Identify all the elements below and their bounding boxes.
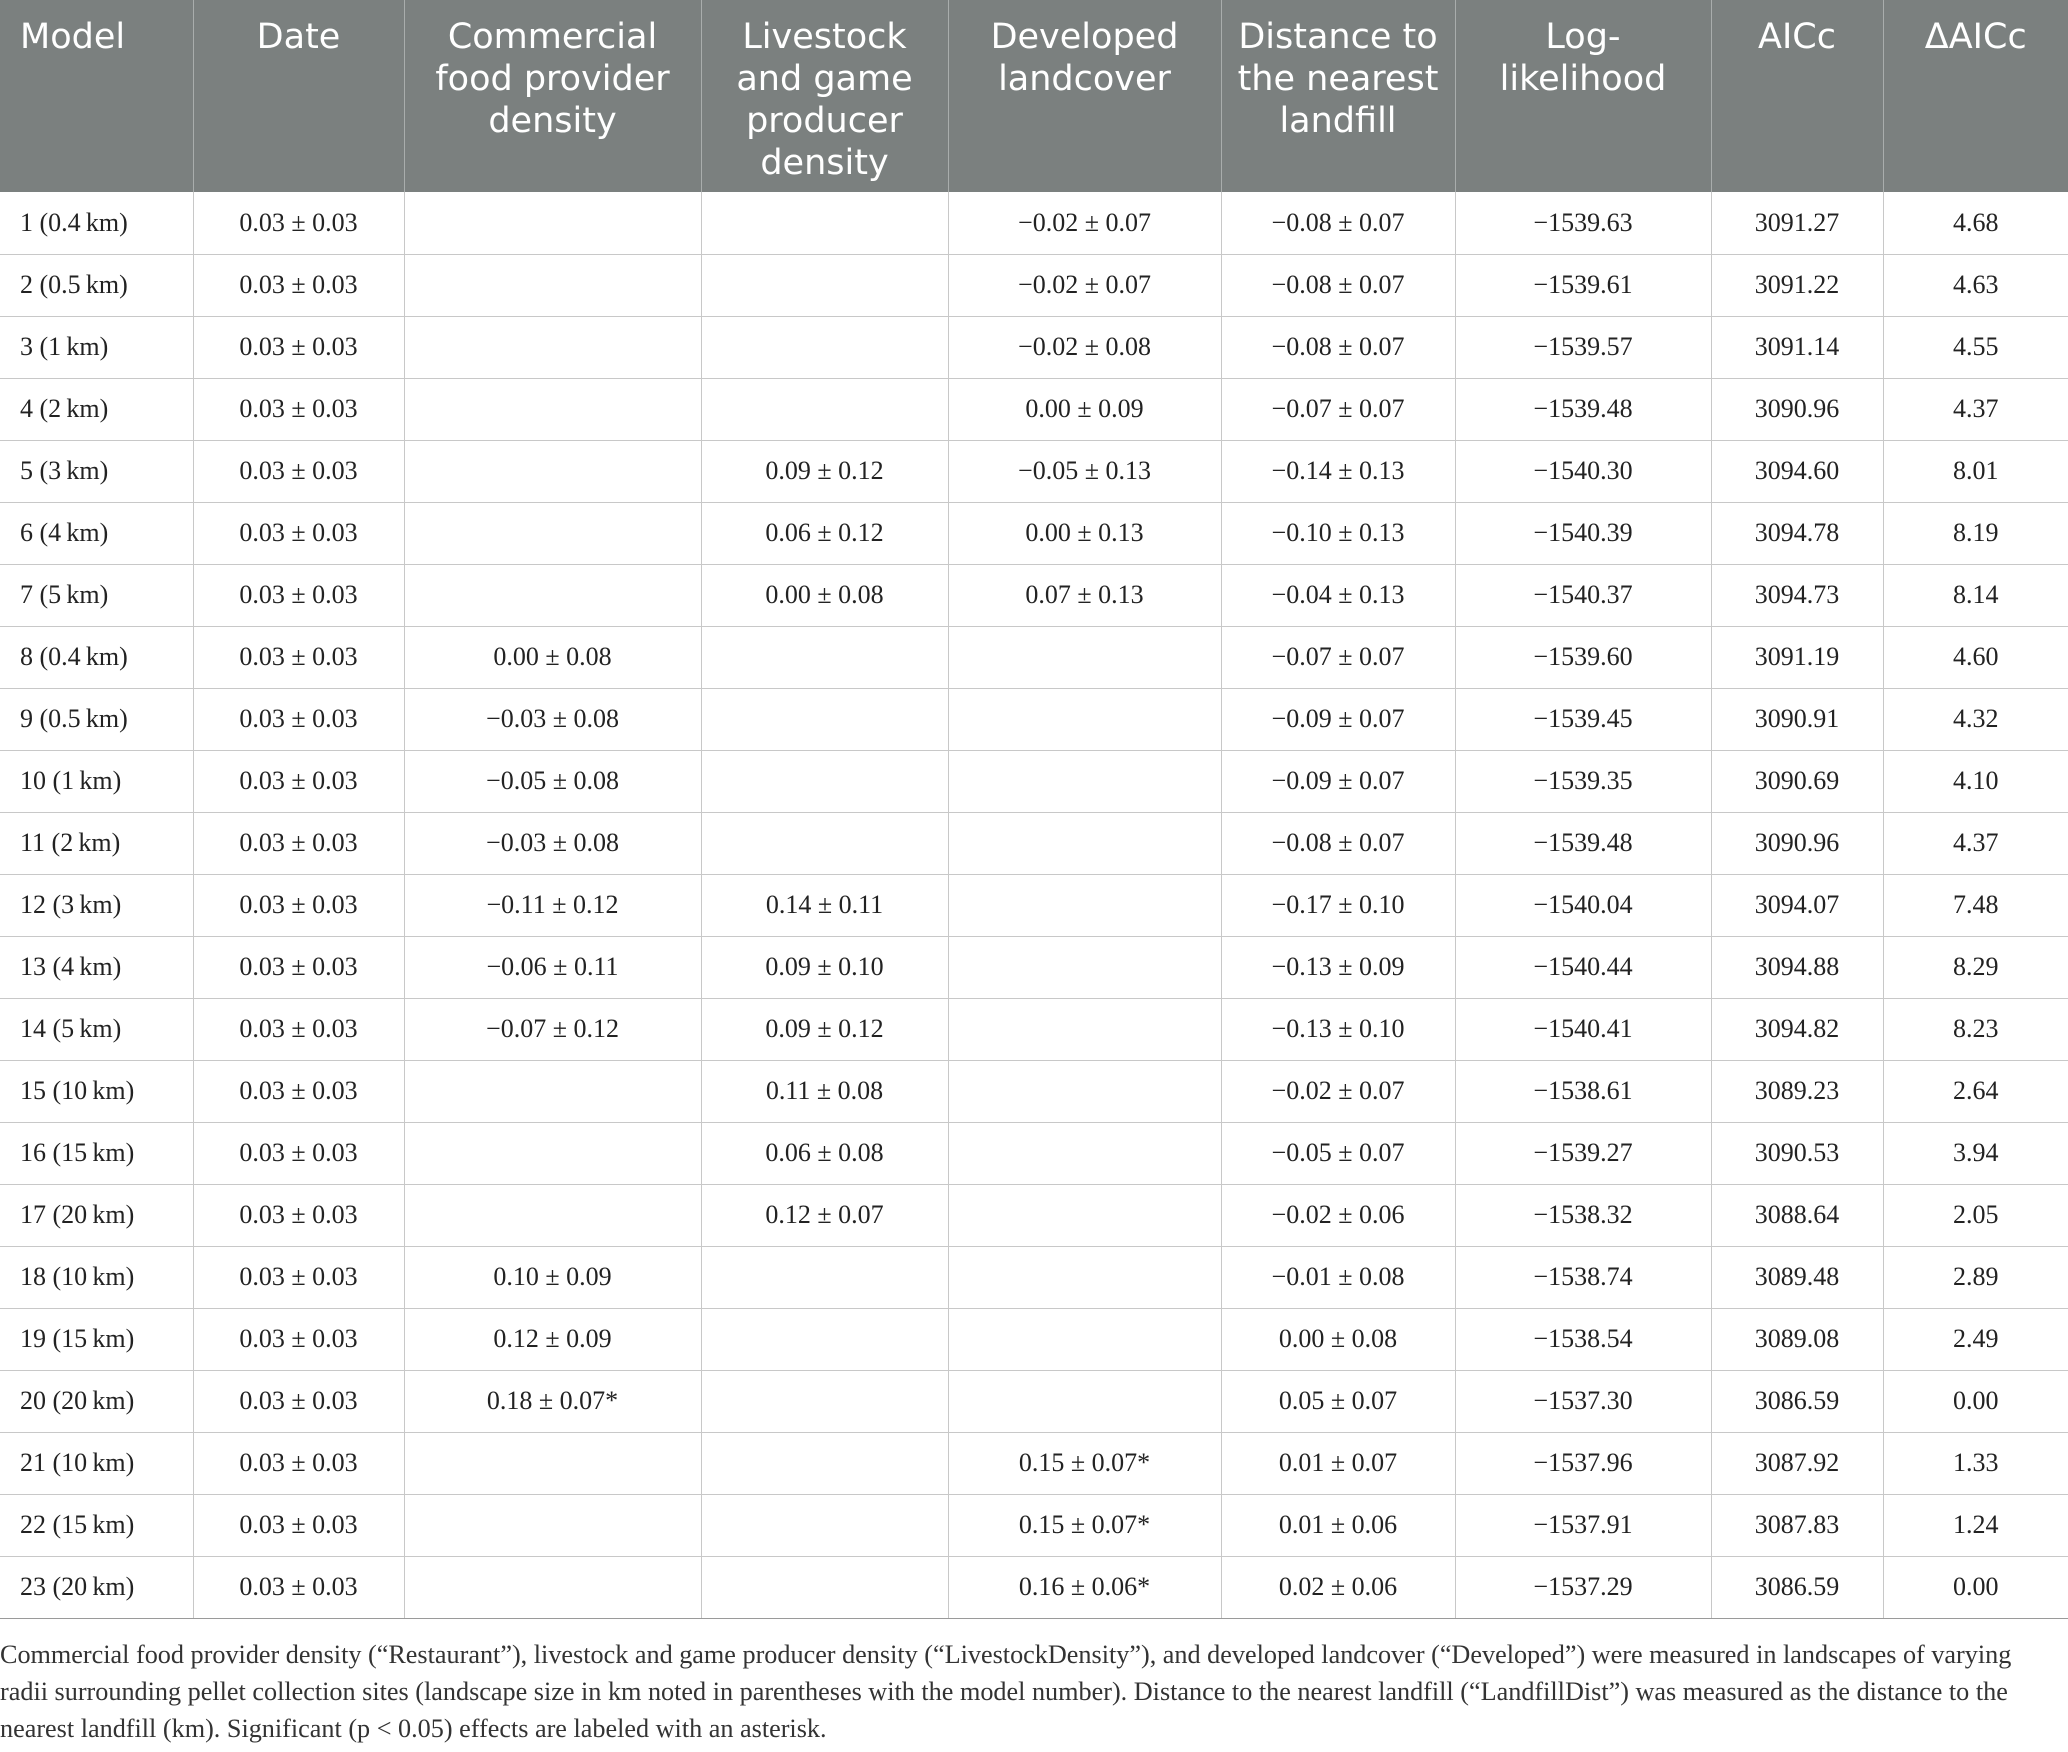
cell-developed xyxy=(948,1370,1221,1432)
cell-commercial xyxy=(404,1060,701,1122)
cell-daicc: 1.24 xyxy=(1883,1494,2068,1556)
table-row xyxy=(0,316,2068,378)
cell-commercial: −0.11 ± 0.12 xyxy=(404,874,701,936)
cell-loglik: −1537.30 xyxy=(1455,1370,1711,1432)
cell-daicc: 8.23 xyxy=(1883,998,2068,1060)
cell-loglik: −1539.27 xyxy=(1455,1122,1711,1184)
cell-aicc: 3089.08 xyxy=(1711,1308,1883,1370)
cell-distance: −0.08 ± 0.07 xyxy=(1221,812,1455,874)
cell-developed: 0.00 ± 0.13 xyxy=(948,502,1221,564)
cell-model: 20 (20 km) xyxy=(0,1370,193,1432)
cell-commercial: −0.05 ± 0.08 xyxy=(404,750,701,812)
cell-daicc: 0.00 xyxy=(1883,1556,2068,1618)
cell-model: 3 (1 km) xyxy=(0,316,193,378)
cell-aicc: 3094.88 xyxy=(1711,936,1883,998)
cell-loglik: −1540.37 xyxy=(1455,564,1711,626)
table-row xyxy=(0,1494,2068,1556)
cell-daicc: 1.33 xyxy=(1883,1432,2068,1494)
cell-model: 10 (1 km) xyxy=(0,750,193,812)
cell-distance: −0.04 ± 0.13 xyxy=(1221,564,1455,626)
cell-date: 0.03 ± 0.03 xyxy=(193,1184,404,1246)
cell-date: 0.03 ± 0.03 xyxy=(193,936,404,998)
cell-distance: −0.02 ± 0.07 xyxy=(1221,1060,1455,1122)
cell-aicc: 3094.07 xyxy=(1711,874,1883,936)
cell-livestock: 0.06 ± 0.12 xyxy=(701,502,948,564)
footnote-text: Commercial food provider density (“Restaurant”), livestock and game producer density (“LivestockDensity”), and developed landcover (“Developed”) were measured in landscapes of varying radii surrounding pellet collection sites (landscape size in km noted in parentheses with the model number). Distance to the nearest landfill (“LandfillDist”) was measured as the distance to the nearest landfill (km). Significant (p < 0.05) effects are labeled with an asterisk. xyxy=(0,1640,2012,1743)
cell-date: 0.03 ± 0.03 xyxy=(193,378,404,440)
cell-commercial: 0.10 ± 0.09 xyxy=(404,1246,701,1308)
cell-aicc: 3089.48 xyxy=(1711,1246,1883,1308)
cell-daicc: 4.63 xyxy=(1883,254,2068,316)
cell-loglik: −1537.96 xyxy=(1455,1432,1711,1494)
cell-distance: −0.10 ± 0.13 xyxy=(1221,502,1455,564)
table-row xyxy=(0,440,2068,502)
cell-model: 12 (3 km) xyxy=(0,874,193,936)
cell-commercial xyxy=(404,378,701,440)
cell-model: 17 (20 km) xyxy=(0,1184,193,1246)
cell-distance: −0.05 ± 0.07 xyxy=(1221,1122,1455,1184)
cell-loglik: −1539.35 xyxy=(1455,750,1711,812)
cell-daicc: 2.89 xyxy=(1883,1246,2068,1308)
cell-date: 0.03 ± 0.03 xyxy=(193,564,404,626)
table-row xyxy=(0,750,2068,812)
cell-livestock: 0.14 ± 0.11 xyxy=(701,874,948,936)
cell-livestock: 0.06 ± 0.08 xyxy=(701,1122,948,1184)
cell-commercial xyxy=(404,1184,701,1246)
cell-developed: −0.02 ± 0.08 xyxy=(948,316,1221,378)
table-row xyxy=(0,998,2068,1060)
cell-aicc: 3090.53 xyxy=(1711,1122,1883,1184)
cell-date: 0.03 ± 0.03 xyxy=(193,1246,404,1308)
cell-commercial: 0.18 ± 0.07* xyxy=(404,1370,701,1432)
cell-daicc: 2.05 xyxy=(1883,1184,2068,1246)
cell-daicc: 2.49 xyxy=(1883,1308,2068,1370)
cell-daicc: 8.01 xyxy=(1883,440,2068,502)
cell-daicc: 3.94 xyxy=(1883,1122,2068,1184)
cell-distance: −0.02 ± 0.06 xyxy=(1221,1184,1455,1246)
cell-date: 0.03 ± 0.03 xyxy=(193,1432,404,1494)
cell-date: 0.03 ± 0.03 xyxy=(193,688,404,750)
cell-developed: 0.00 ± 0.09 xyxy=(948,378,1221,440)
table-row xyxy=(0,1246,2068,1308)
cell-commercial: 0.12 ± 0.09 xyxy=(404,1308,701,1370)
cell-loglik: −1538.54 xyxy=(1455,1308,1711,1370)
cell-daicc: 8.14 xyxy=(1883,564,2068,626)
table-row xyxy=(0,1122,2068,1184)
cell-livestock: 0.12 ± 0.07 xyxy=(701,1184,948,1246)
header-loglik: Log-likelihood xyxy=(1455,0,1711,192)
cell-livestock xyxy=(701,688,948,750)
cell-loglik: −1539.63 xyxy=(1455,192,1711,254)
cell-developed xyxy=(948,1184,1221,1246)
cell-model: 7 (5 km) xyxy=(0,564,193,626)
cell-distance: −0.08 ± 0.07 xyxy=(1221,192,1455,254)
cell-developed xyxy=(948,688,1221,750)
cell-livestock xyxy=(701,812,948,874)
cell-commercial: −0.07 ± 0.12 xyxy=(404,998,701,1060)
cell-loglik: −1537.91 xyxy=(1455,1494,1711,1556)
cell-livestock xyxy=(701,192,948,254)
cell-livestock xyxy=(701,1556,948,1618)
cell-livestock xyxy=(701,1308,948,1370)
cell-daicc: 4.60 xyxy=(1883,626,2068,688)
cell-commercial: −0.03 ± 0.08 xyxy=(404,812,701,874)
table-row xyxy=(0,874,2068,936)
table-row xyxy=(0,254,2068,316)
cell-distance: −0.09 ± 0.07 xyxy=(1221,688,1455,750)
cell-distance: 0.01 ± 0.07 xyxy=(1221,1432,1455,1494)
cell-date: 0.03 ± 0.03 xyxy=(193,1060,404,1122)
cell-date: 0.03 ± 0.03 xyxy=(193,502,404,564)
table-body xyxy=(0,192,2068,1618)
cell-model: 9 (0.5 km) xyxy=(0,688,193,750)
cell-aicc: 3089.23 xyxy=(1711,1060,1883,1122)
cell-date: 0.03 ± 0.03 xyxy=(193,998,404,1060)
cell-date: 0.03 ± 0.03 xyxy=(193,192,404,254)
cell-aicc: 3088.64 xyxy=(1711,1184,1883,1246)
cell-commercial xyxy=(404,1432,701,1494)
table-row xyxy=(0,1060,2068,1122)
cell-aicc: 3090.96 xyxy=(1711,378,1883,440)
cell-aicc: 3086.59 xyxy=(1711,1370,1883,1432)
cell-developed xyxy=(948,750,1221,812)
cell-distance: −0.14 ± 0.13 xyxy=(1221,440,1455,502)
cell-loglik: −1537.29 xyxy=(1455,1556,1711,1618)
cell-distance: 0.02 ± 0.06 xyxy=(1221,1556,1455,1618)
cell-developed xyxy=(948,1122,1221,1184)
cell-loglik: −1540.04 xyxy=(1455,874,1711,936)
cell-distance: 0.05 ± 0.07 xyxy=(1221,1370,1455,1432)
cell-commercial xyxy=(404,1122,701,1184)
table-row xyxy=(0,1432,2068,1494)
cell-loglik: −1538.74 xyxy=(1455,1246,1711,1308)
cell-distance: −0.08 ± 0.07 xyxy=(1221,254,1455,316)
cell-livestock xyxy=(701,750,948,812)
cell-model: 2 (0.5 km) xyxy=(0,254,193,316)
cell-model: 14 (5 km) xyxy=(0,998,193,1060)
cell-loglik: −1540.30 xyxy=(1455,440,1711,502)
cell-livestock xyxy=(701,1494,948,1556)
cell-developed xyxy=(948,936,1221,998)
cell-livestock xyxy=(701,254,948,316)
cell-model: 21 (10 km) xyxy=(0,1432,193,1494)
cell-livestock xyxy=(701,1432,948,1494)
cell-loglik: −1539.48 xyxy=(1455,378,1711,440)
cell-model: 5 (3 km) xyxy=(0,440,193,502)
header-developed: Developed landcover xyxy=(948,0,1221,192)
table-row xyxy=(0,688,2068,750)
cell-distance: −0.13 ± 0.10 xyxy=(1221,998,1455,1060)
cell-distance: −0.17 ± 0.10 xyxy=(1221,874,1455,936)
cell-daicc: 8.19 xyxy=(1883,502,2068,564)
cell-developed: −0.02 ± 0.07 xyxy=(948,254,1221,316)
cell-daicc: 0.00 xyxy=(1883,1370,2068,1432)
cell-model: 11 (2 km) xyxy=(0,812,193,874)
cell-aicc: 3086.59 xyxy=(1711,1556,1883,1618)
table-row xyxy=(0,1184,2068,1246)
cell-loglik: −1540.44 xyxy=(1455,936,1711,998)
cell-model: 18 (10 km) xyxy=(0,1246,193,1308)
cell-model: 6 (4 km) xyxy=(0,502,193,564)
cell-developed xyxy=(948,998,1221,1060)
cell-daicc: 4.10 xyxy=(1883,750,2068,812)
cell-model: 19 (15 km) xyxy=(0,1308,193,1370)
cell-date: 0.03 ± 0.03 xyxy=(193,812,404,874)
cell-livestock xyxy=(701,1246,948,1308)
cell-developed: −0.05 ± 0.13 xyxy=(948,440,1221,502)
cell-distance: −0.13 ± 0.09 xyxy=(1221,936,1455,998)
cell-aicc: 3090.69 xyxy=(1711,750,1883,812)
cell-date: 0.03 ± 0.03 xyxy=(193,626,404,688)
cell-aicc: 3094.78 xyxy=(1711,502,1883,564)
header-distance: Distance to the nearest landfill xyxy=(1221,0,1455,192)
cell-loglik: −1538.32 xyxy=(1455,1184,1711,1246)
cell-date: 0.03 ± 0.03 xyxy=(193,1370,404,1432)
cell-livestock: 0.09 ± 0.10 xyxy=(701,936,948,998)
cell-model: 8 (0.4 km) xyxy=(0,626,193,688)
cell-distance: −0.08 ± 0.07 xyxy=(1221,316,1455,378)
table-row xyxy=(0,564,2068,626)
cell-commercial xyxy=(404,1556,701,1618)
cell-aicc: 3090.91 xyxy=(1711,688,1883,750)
cell-developed xyxy=(948,1246,1221,1308)
cell-daicc: 4.37 xyxy=(1883,812,2068,874)
cell-aicc: 3091.22 xyxy=(1711,254,1883,316)
cell-aicc: 3094.60 xyxy=(1711,440,1883,502)
cell-livestock: 0.09 ± 0.12 xyxy=(701,998,948,1060)
table-row xyxy=(0,1370,2068,1432)
cell-daicc: 4.55 xyxy=(1883,316,2068,378)
cell-date: 0.03 ± 0.03 xyxy=(193,874,404,936)
cell-developed xyxy=(948,874,1221,936)
cell-aicc: 3091.27 xyxy=(1711,192,1883,254)
header-daicc: ΔAICc xyxy=(1883,0,2068,192)
cell-commercial xyxy=(404,1494,701,1556)
cell-commercial: −0.06 ± 0.11 xyxy=(404,936,701,998)
cell-distance: 0.01 ± 0.06 xyxy=(1221,1494,1455,1556)
cell-livestock: 0.11 ± 0.08 xyxy=(701,1060,948,1122)
cell-aicc: 3090.96 xyxy=(1711,812,1883,874)
cell-loglik: −1539.48 xyxy=(1455,812,1711,874)
cell-model: 15 (10 km) xyxy=(0,1060,193,1122)
cell-developed xyxy=(948,626,1221,688)
cell-livestock xyxy=(701,316,948,378)
cell-daicc: 4.68 xyxy=(1883,192,2068,254)
cell-date: 0.03 ± 0.03 xyxy=(193,1494,404,1556)
cell-commercial xyxy=(404,254,701,316)
cell-date: 0.03 ± 0.03 xyxy=(193,1308,404,1370)
table-row xyxy=(0,378,2068,440)
cell-model: 13 (4 km) xyxy=(0,936,193,998)
cell-commercial: 0.00 ± 0.08 xyxy=(404,626,701,688)
table-footnote xyxy=(0,1636,2062,1747)
cell-loglik: −1540.39 xyxy=(1455,502,1711,564)
cell-aicc: 3094.82 xyxy=(1711,998,1883,1060)
cell-loglik: −1539.60 xyxy=(1455,626,1711,688)
cell-aicc: 3091.14 xyxy=(1711,316,1883,378)
cell-loglik: −1539.45 xyxy=(1455,688,1711,750)
cell-livestock xyxy=(701,626,948,688)
cell-commercial xyxy=(404,564,701,626)
cell-model: 22 (15 km) xyxy=(0,1494,193,1556)
cell-developed: −0.02 ± 0.07 xyxy=(948,192,1221,254)
cell-model: 4 (2 km) xyxy=(0,378,193,440)
cell-date: 0.03 ± 0.03 xyxy=(193,1556,404,1618)
cell-aicc: 3087.83 xyxy=(1711,1494,1883,1556)
cell-loglik: −1538.61 xyxy=(1455,1060,1711,1122)
cell-aicc: 3094.73 xyxy=(1711,564,1883,626)
header-aicc: AICc xyxy=(1711,0,1883,192)
table-row xyxy=(0,1556,2068,1618)
cell-daicc: 8.29 xyxy=(1883,936,2068,998)
cell-date: 0.03 ± 0.03 xyxy=(193,440,404,502)
cell-distance: −0.09 ± 0.07 xyxy=(1221,750,1455,812)
cell-distance: 0.00 ± 0.08 xyxy=(1221,1308,1455,1370)
header-commercial: Commercial food provider density xyxy=(404,0,701,192)
cell-developed: 0.16 ± 0.06* xyxy=(948,1556,1221,1618)
cell-date: 0.03 ± 0.03 xyxy=(193,316,404,378)
cell-date: 0.03 ± 0.03 xyxy=(193,750,404,812)
cell-distance: −0.07 ± 0.07 xyxy=(1221,626,1455,688)
table-row xyxy=(0,192,2068,254)
header-livestock: Livestock and game producer density xyxy=(701,0,948,192)
cell-aicc: 3091.19 xyxy=(1711,626,1883,688)
cell-livestock xyxy=(701,378,948,440)
table-row xyxy=(0,812,2068,874)
cell-developed: 0.07 ± 0.13 xyxy=(948,564,1221,626)
cell-livestock: 0.00 ± 0.08 xyxy=(701,564,948,626)
cell-distance: −0.07 ± 0.07 xyxy=(1221,378,1455,440)
table-row xyxy=(0,502,2068,564)
cell-developed xyxy=(948,1060,1221,1122)
cell-developed xyxy=(948,1308,1221,1370)
cell-daicc: 7.48 xyxy=(1883,874,2068,936)
cell-commercial xyxy=(404,440,701,502)
cell-loglik: −1539.57 xyxy=(1455,316,1711,378)
cell-model: 16 (15 km) xyxy=(0,1122,193,1184)
cell-aicc: 3087.92 xyxy=(1711,1432,1883,1494)
table-row xyxy=(0,626,2068,688)
table-row xyxy=(0,1308,2068,1370)
cell-commercial xyxy=(404,192,701,254)
cell-loglik: −1539.61 xyxy=(1455,254,1711,316)
cell-date: 0.03 ± 0.03 xyxy=(193,254,404,316)
cell-commercial xyxy=(404,502,701,564)
cell-commercial: −0.03 ± 0.08 xyxy=(404,688,701,750)
cell-daicc: 4.37 xyxy=(1883,378,2068,440)
cell-date: 0.03 ± 0.03 xyxy=(193,1122,404,1184)
header-date: Date xyxy=(193,0,404,192)
cell-loglik: −1540.41 xyxy=(1455,998,1711,1060)
cell-daicc: 4.32 xyxy=(1883,688,2068,750)
cell-model: 23 (20 km) xyxy=(0,1556,193,1618)
cell-distance: −0.01 ± 0.08 xyxy=(1221,1246,1455,1308)
table-header xyxy=(0,0,2068,192)
table-row xyxy=(0,936,2068,998)
cell-livestock xyxy=(701,1370,948,1432)
cell-developed xyxy=(948,812,1221,874)
cell-developed: 0.15 ± 0.07* xyxy=(948,1494,1221,1556)
cell-developed: 0.15 ± 0.07* xyxy=(948,1432,1221,1494)
cell-commercial xyxy=(404,316,701,378)
cell-daicc: 2.64 xyxy=(1883,1060,2068,1122)
cell-model: 1 (0.4 km) xyxy=(0,192,193,254)
cell-livestock: 0.09 ± 0.12 xyxy=(701,440,948,502)
header-model: Model xyxy=(0,0,193,192)
